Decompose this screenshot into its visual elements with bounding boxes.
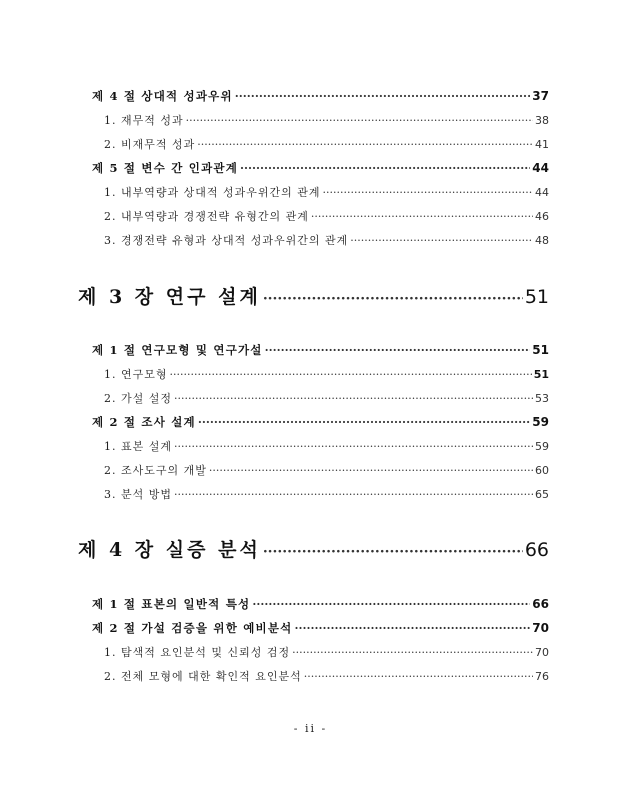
toc-leader-dots <box>235 89 531 103</box>
toc-page-number: 51 <box>533 368 549 381</box>
toc-section-entry[interactable] <box>92 160 549 176</box>
toc-page-number: 53 <box>535 392 549 405</box>
toc-page-number: 41 <box>535 138 549 151</box>
toc-page-number: 46 <box>535 210 549 223</box>
toc-leader-dots <box>170 368 532 381</box>
toc-leader-dots <box>323 186 534 199</box>
toc-leader-dots <box>263 291 523 307</box>
toc-page-number: 37 <box>532 89 549 103</box>
toc-entry-title: 제 1 절 연구모형 및 연구가설 <box>92 343 263 357</box>
toc-item-entry[interactable] <box>104 668 549 684</box>
toc-page-number: 66 <box>524 539 549 561</box>
toc-item-entry[interactable] <box>104 486 549 502</box>
toc-item-entry[interactable] <box>104 136 549 152</box>
toc-page-number: 38 <box>535 114 549 127</box>
toc-item-entry[interactable] <box>104 112 549 128</box>
toc-leader-dots <box>304 670 533 683</box>
toc-page-number: 51 <box>524 286 549 308</box>
toc-entry-title: 제 4 장 실증 분석 <box>78 539 261 561</box>
toc-item-entry[interactable] <box>104 438 549 454</box>
toc-leader-dots <box>292 646 533 659</box>
toc-entry-title: 1. 표본 설계 <box>104 440 172 453</box>
toc-item-entry[interactable] <box>104 462 549 478</box>
toc-leader-dots <box>174 392 533 405</box>
toc-leader-dots <box>209 464 533 477</box>
toc-entry-title: 2. 내부역량과 경쟁전략 유형간의 관계 <box>104 210 309 223</box>
toc-page-number: 76 <box>535 670 549 683</box>
toc-section-entry[interactable] <box>92 414 549 430</box>
toc-leader-dots <box>174 440 533 453</box>
toc-page-number: 59 <box>532 415 549 429</box>
toc-item-entry[interactable] <box>104 366 549 382</box>
toc-leader-dots <box>186 114 533 127</box>
toc-page-number: 59 <box>535 440 549 453</box>
page-footer-number: - ii - <box>293 722 328 735</box>
toc-entry-title: 제 2 절 가설 검증을 위한 예비분석 <box>92 621 293 635</box>
toc-item-entry[interactable] <box>104 232 549 248</box>
toc-entry-title: 제 3 장 연구 설계 <box>78 286 261 308</box>
toc-page-number: 48 <box>535 234 549 247</box>
toc-item-entry[interactable] <box>104 644 549 660</box>
toc-entry-title: 3. 분석 방법 <box>104 488 172 501</box>
toc-leader-dots <box>265 343 531 357</box>
toc-page-number: 60 <box>535 464 549 477</box>
toc-page-number: 66 <box>532 597 549 611</box>
toc-entry-title: 제 1 절 표본의 일반적 특성 <box>92 597 251 611</box>
toc-item-entry[interactable] <box>104 390 549 406</box>
toc-entry-title: 2. 조사도구의 개발 <box>104 464 207 477</box>
toc-entry-title: 2. 전체 모형에 대한 확인적 요인분석 <box>104 670 302 683</box>
toc-leader-dots <box>198 415 530 429</box>
toc-section-entry[interactable] <box>92 596 549 612</box>
toc-leader-dots <box>197 138 533 151</box>
toc-item-entry[interactable] <box>104 208 549 224</box>
toc-page-number: 70 <box>532 621 549 635</box>
toc-page-number: 44 <box>532 161 549 175</box>
toc-leader-dots <box>311 210 533 223</box>
toc-entry-title: 제 4 절 상대적 성과우위 <box>92 89 233 103</box>
toc-entry-title: 1. 재무적 성과 <box>104 114 184 127</box>
toc-entry-title: 1. 내부역량과 상대적 성과우위간의 관계 <box>104 186 321 199</box>
toc-chapter-entry[interactable] <box>78 535 549 562</box>
toc-section-entry[interactable] <box>92 342 549 358</box>
toc-chapter-entry[interactable] <box>78 282 549 309</box>
toc-page-number: 70 <box>535 646 549 659</box>
toc-entry-title: 1. 탐색적 요인분석 및 신뢰성 검정 <box>104 646 291 659</box>
toc-leader-dots <box>252 597 530 611</box>
toc-section-entry[interactable] <box>92 620 549 636</box>
toc-leader-dots <box>263 544 523 560</box>
toc-entry-title: 2. 비재무적 성과 <box>104 138 196 151</box>
toc-leader-dots <box>350 234 533 247</box>
toc-entry-title: 제 2 절 조사 설계 <box>92 415 196 429</box>
toc-entry-title: 3. 경쟁전략 유형과 상대적 성과우위간의 관계 <box>104 234 349 247</box>
toc-leader-dots <box>240 161 530 175</box>
toc-page-number: 65 <box>535 488 549 501</box>
toc-leader-dots <box>174 488 533 501</box>
toc-item-entry[interactable] <box>104 184 549 200</box>
toc-page-number: 44 <box>535 186 549 199</box>
toc-entry-title: 1. 연구모형 <box>104 368 168 381</box>
toc-entry-title: 2. 가설 설정 <box>104 392 172 405</box>
toc-leader-dots <box>294 621 530 635</box>
toc-entry-title: 제 5 절 변수 간 인과관계 <box>92 161 238 175</box>
toc-section-entry[interactable] <box>92 88 549 104</box>
toc-page-number: 51 <box>532 343 549 357</box>
